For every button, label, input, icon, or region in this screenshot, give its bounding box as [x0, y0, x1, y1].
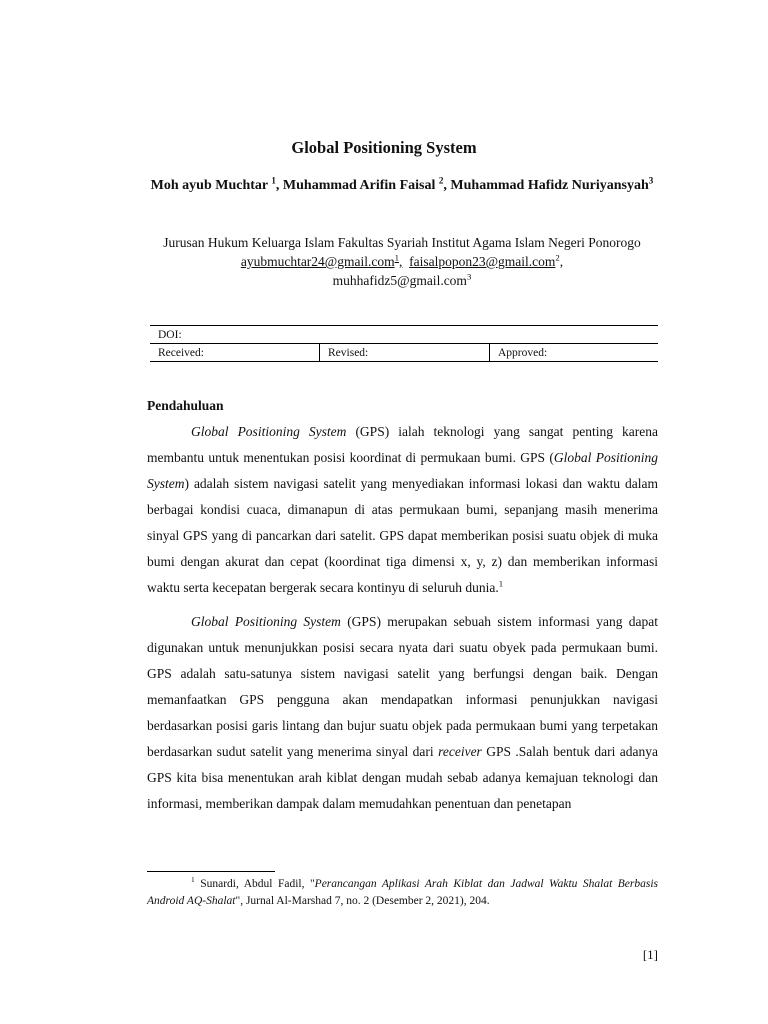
author-2-affil-mark: 2 [438, 175, 444, 186]
author-separator: , [443, 178, 451, 193]
email-separator: , [559, 254, 564, 269]
author-3: Muhammad Hafidz Nuriyansyah [450, 178, 649, 193]
email-link-2[interactable]: faisalpopon23@gmail.com [409, 254, 556, 269]
paper-title: Global Positioning System [291, 138, 477, 157]
author-1: Moh ayub Muchtar [150, 178, 268, 193]
email-line-1 [150, 252, 654, 271]
approved-cell: Approved: [490, 344, 659, 362]
paragraph-1 [147, 419, 658, 601]
body-section [147, 393, 658, 817]
footnote-ref-1[interactable]: 1 [498, 578, 504, 589]
footnote-divider [147, 871, 275, 872]
email-1-mark: 1 [394, 252, 399, 263]
paragraph-text: ) adalah sistem navigasi satelit yang menyediakan informasi lokasi dan waktu dalam berbagai kondisi cuaca, dimanapun di atas permukaan bumi, sepanjang masih menerima sinyal GPS yang di pancarkan dari satelit. GPS dapat memberikan posisi suatu objek di muka bumi dengan akurat dan cepat (koordinat tiga dimensi x, y, z) dan memberikan informasi waktu serta kecepatan bergerak secara kontinyu di seluruh dunia. [147, 476, 658, 595]
received-cell: Received: [150, 344, 320, 362]
footnote-citation-part: ", Jurnal Al-Marshad 7, no. 2 (Desember 2, 2021), 204. [235, 895, 490, 907]
affiliation-line: Jurusan Hukum Keluarga Islam Fakultas Syariah Institut Agama Islam Negeri Ponorogo [163, 235, 641, 250]
paragraph-2 [147, 609, 658, 817]
email-2-mark: 2 [555, 252, 560, 263]
footnote-title: Perancangan Aplikasi Arah Kiblat dan Jadwal Waktu Shalat Berbasis Android AQ-Shalat [147, 878, 658, 907]
revised-cell: Revised: [320, 344, 490, 362]
email-link-1[interactable]: ayubmuchtar24@gmail.com [240, 254, 395, 269]
footnote-citation-part: Sunardi, Abdul Fadil, " [194, 878, 315, 890]
affiliation-block [150, 233, 654, 290]
email-separator: , [399, 254, 403, 269]
author-3-affil-mark: 3 [648, 175, 654, 186]
doi-row [150, 326, 658, 344]
paragraph-text: GPS .Salah bentuk dari adanya GPS kita bisa menentukan arah kiblat dengan mudah sebab adanya kemajuan teknologi dan informasi, memberikan dampak dalam memudahkan penentuan dan penetapan [147, 744, 658, 811]
italic-term: Global Positioning System [191, 424, 347, 439]
italic-term: Global Positioning System [147, 450, 658, 491]
author-separator: , [275, 178, 283, 193]
italic-term: receiver [438, 744, 482, 759]
footnote-number: 1 [191, 875, 195, 885]
author-list [150, 176, 654, 196]
email-3-mark: 3 [466, 271, 472, 282]
footnote-text [147, 876, 658, 910]
paragraph-text: (GPS) ialah teknologi yang sangat penting karena membantu untuk menentukan posisi koordinat di permukaan bumi. GPS ( [147, 424, 658, 465]
doi-cell: DOI: [150, 326, 658, 344]
email-link-3[interactable]: muhhafidz5@gmail.com [332, 273, 467, 288]
italic-term: Global Positioning System [191, 614, 341, 629]
footnote-1 [147, 876, 658, 910]
author-2: Muhammad Arifin Faisal [282, 178, 436, 193]
article-meta-table [150, 325, 658, 362]
section-heading: Pendahuluan [147, 398, 224, 413]
author-1-affil-mark: 1 [271, 175, 276, 186]
email-line-2 [150, 271, 654, 290]
paragraph-text: (GPS) merupakan sebuah sistem informasi yang dapat digunakan untuk menunjukkan posisi secara nyata dari suatu obyek pada permukaan bumi. GPS adalah satu-satunya sistem navigasi satelit yang berfungsi dengan baik. Dengan memanfaatkan GPS pengguna akan mendapatkan informasi penunjukkan navigasi berdasarkan posisi garis lintang dan bujur suatu objek pada permukaan bumi yang terpetakan berdasarkan sudut satelit yang menerima sinyal dari [147, 614, 658, 759]
page-number: [1] [642, 947, 658, 962]
dates-row [150, 344, 658, 362]
